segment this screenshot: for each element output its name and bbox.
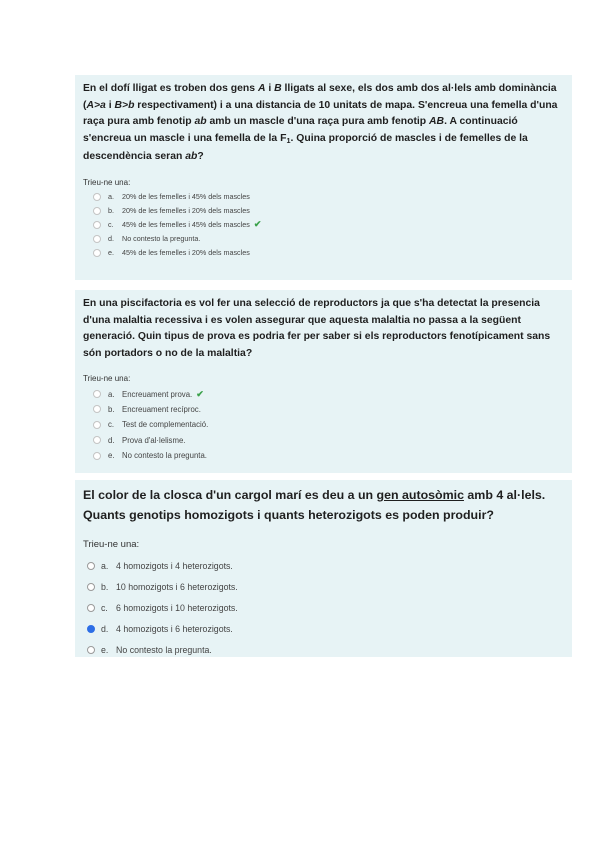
option-label: Prova d'al·lelisme. (122, 435, 186, 445)
option-b[interactable]: b. Encreuament recíproc. (83, 402, 564, 417)
radio-button[interactable] (93, 221, 101, 229)
radio-button[interactable] (87, 604, 95, 612)
radio-button[interactable] (93, 207, 101, 215)
radio-button[interactable] (93, 452, 101, 460)
option-label: 4 homozigots i 4 heterozigots. (116, 560, 233, 571)
option-a[interactable]: a. 20% de les femelles i 45% dels mascles (83, 190, 564, 204)
correct-check-icon: ✔ (196, 388, 204, 399)
radio-button[interactable] (87, 646, 95, 654)
radio-button[interactable] (93, 405, 101, 413)
option-b[interactable]: b. 10 homozigots i 6 heterozigots. (83, 576, 564, 597)
option-label: 20% de les femelles i 45% dels mascles (122, 192, 250, 202)
correct-check-icon: ✔ (253, 219, 262, 230)
option-label: No contesto la pregunta. (122, 234, 201, 244)
radio-button[interactable] (93, 249, 101, 257)
choose-one-label: Trieu-ne una: (83, 374, 131, 384)
underlined-term: gen autosòmic (376, 488, 464, 502)
radio-button[interactable] (93, 235, 101, 243)
question-text: En una piscifactoria es vol fer una selecció de reproductors ja que s'ha detectat la presencia d'una malaltia recessiva i es volen assegurar que aquesta malaltia no passa a la següent generació. Quin tipus de prova es podria fer per saber si els reproductors fenotípicament sans són portadors o no de la malaltia? (83, 298, 551, 359)
radio-button[interactable] (87, 583, 95, 591)
question-text: El color de la closca d'un cargol marí es deu a un gen autosòmic amb 4 al·lels. Quants genotips homozigots i quants heterozigots es poden produir? (83, 488, 546, 522)
choose-one-label: Trieu-ne una: (83, 539, 140, 550)
radio-button-selected[interactable] (87, 625, 95, 633)
option-label: No contesto la pregunta. (116, 644, 212, 655)
radio-button[interactable] (93, 390, 101, 398)
option-c[interactable]: c. 6 homozigots i 10 heterozigots. (83, 597, 564, 618)
question-card-2 (75, 290, 572, 473)
option-label: Test de complementació. (122, 420, 209, 430)
option-e[interactable]: e. 45% de les femelles i 20% dels mascles (83, 246, 564, 260)
option-c[interactable]: c. 45% de les femelles i 45% dels mascles ✔ (83, 218, 564, 232)
question-card-1 (75, 75, 572, 280)
radio-button[interactable] (93, 193, 101, 201)
option-label: 10 homozigots i 6 heterozigots. (116, 581, 238, 592)
question-text: En el dofí lligat es troben dos gens A i B lligats al sexe, els dos amb dos al·lels amb dominància (A>a i B>b respectivament) i a una distancia de 10 unitats de mapa. S'encreua una femella d'una raça pura amb fenotip ab amb un mascle d'una raça pura amb fenotip AB. A continuació s'encreua un mascle i una femella de la $F_1$. Quina proporció de mascles i de femelles de la descendència seran ab? (83, 83, 558, 163)
option-a[interactable]: a. 4 homozigots i 4 heterozigots. (83, 555, 564, 576)
option-a[interactable]: a. Encreuament prova. ✔ (83, 386, 564, 401)
option-label: 6 homozigots i 10 heterozigots. (116, 602, 238, 613)
radio-button[interactable] (87, 562, 95, 570)
option-e[interactable]: e. No contesto la pregunta. (83, 448, 564, 463)
radio-button[interactable] (93, 421, 101, 429)
choose-one-label: Trieu-ne una: (83, 177, 131, 187)
option-d[interactable]: d. Prova d'al·lelisme. (83, 433, 564, 448)
option-label: 45% de les femelles i 45% dels mascles (122, 220, 250, 230)
option-label: 45% de les femelles i 20% dels mascles (122, 248, 250, 258)
option-c[interactable]: c. Test de complementació. (83, 417, 564, 432)
question-card-3 (75, 480, 572, 657)
radio-button[interactable] (93, 436, 101, 444)
option-label: 4 homozigots i 6 heterozigots. (116, 623, 233, 634)
option-label: No contesto la pregunta. (122, 451, 207, 461)
option-d[interactable]: d. 4 homozigots i 6 heterozigots. (83, 618, 564, 639)
option-label: Encreuament recíproc. (122, 404, 201, 414)
option-b[interactable]: b. 20% de les femelles i 20% dels mascles (83, 204, 564, 218)
option-label: 20% de les femelles i 20% dels mascles (122, 206, 250, 216)
option-d[interactable]: d. No contesto la pregunta. (83, 232, 564, 246)
option-e[interactable]: e. No contesto la pregunta. (83, 639, 564, 660)
option-label: Encreuament prova. (122, 389, 193, 399)
